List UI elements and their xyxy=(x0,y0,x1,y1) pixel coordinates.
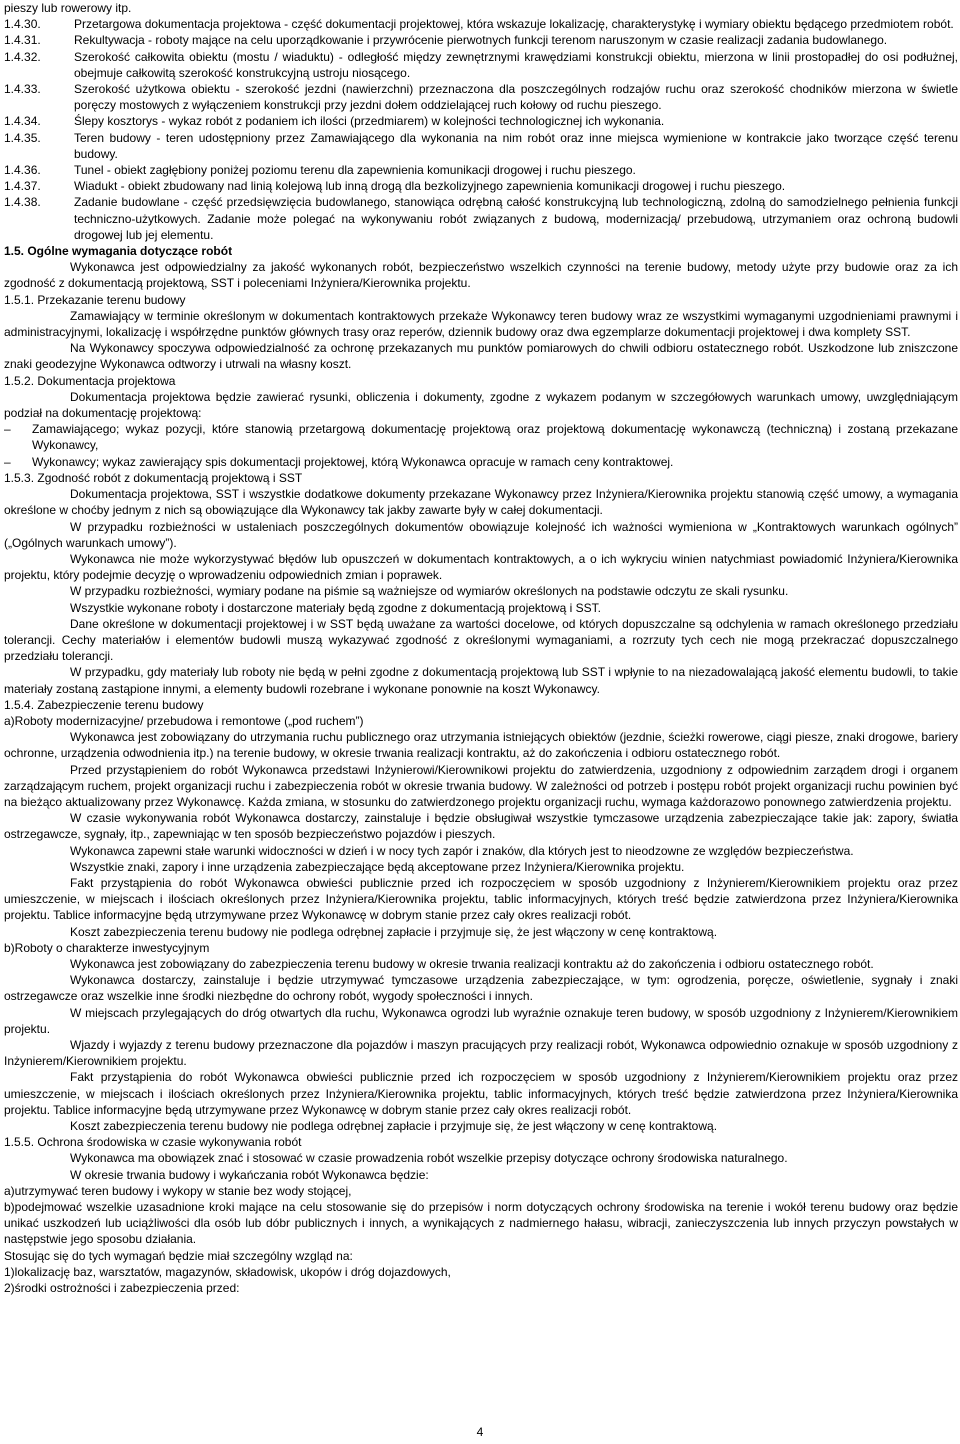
definition-text: Rekultywacja - roboty mające na celu uporządkowanie i przywrócenie pierwotnych funkcji terenom naruszonym w czasie realizacji zadania budowlanego. xyxy=(74,33,888,48)
definition-number: 1.4.35. xyxy=(4,130,41,145)
definition-item xyxy=(4,113,958,129)
definition-number: 1.4.32. xyxy=(4,49,41,64)
list-item-text: Wykonawcy; wykaz zawierający spis dokumentacji projektowej, którą Wykonawca opracuje w ramach ceny kontraktowej. xyxy=(32,454,674,469)
definition-text: Ślepy kosztorys - wykaz robót z podaniem ich ilości (przedmiarem) w kolejności technologicznej ich wykonania. xyxy=(74,114,665,129)
list-item-text: Zamawiającego; wykaz pozycji, które stanowią przetargową dokumentację projektową oraz projektową dokumentację wykonawczą (techniczną) i zostaną przekazane Wykonawcy, xyxy=(32,422,958,453)
paragraph: Dokumentacja projektowa będzie zawierać rysunki, obliczenia i dokumenty, zgodne z wykazem podanym w szczegółowych warunkach umowy, uwzględniającym podział na dokumentację projektową: xyxy=(4,389,958,421)
definition-item xyxy=(4,178,958,194)
paragraph: Przed przystąpieniem do robót Wykonawca przedstawi Inżynierowi/Kierownikowi projektu do zatwierdzenia, uzgodniony z odpowiednim zarządem drogi i organem zarządzającym ruchem, projekt organizacji ruchu i zabezpieczenia robót w okresie trwania budowy. W zależności od potrzeb i postępu robót projekt organizacji ruchu powinien być na bieżąco aktualizowany przez Wykonawcę. Każda zmiana, w stosunku do zatwierdzonego projektu organizacji ruchu, wymaga każdorazowo ponownego zatwierdzenia projektu. xyxy=(4,762,958,809)
list-marker: 2) xyxy=(4,1281,15,1296)
list-item-text: lokalizację baz, warsztatów, magazynów, składowisk, ukopów i dróg dojazdowych, xyxy=(14,1264,451,1279)
paragraph: Wykonawca nie może wykorzystywać błędów lub opuszczeń w dokumentach kontraktowych, a o ich wykryciu winien natychmiast powiadomić Inżyniera/Kierownika projektu, który podejmie decyzję o wprowadzeniu odpowiednich zmian i poprawek. xyxy=(4,551,958,583)
text-line: 1.5.4. Zabezpieczenie terenu budowy xyxy=(4,697,204,712)
labeled-list-item xyxy=(4,1264,958,1280)
definition-text: Tunel - obiekt zagłębiony poniżej poziomu terenu dla zapewnienia komunikacji drogowej i ruchu pieszego. xyxy=(74,163,636,178)
definition-item xyxy=(4,194,958,243)
paragraph: W czasie wykonywania robót Wykonawca dostarczy, zainstaluje i będzie obsługiwał wszystkie tymczasowe urządzenia zabezpieczające takie jak: zapory, światła ostrzegawcze, sygnały, itp., zapewniając w ten sposób bezpieczeństwo pojazdów i pieszych. xyxy=(4,811,958,842)
definition-text: Szerokość użytkowa obiektu - szerokość jezdni (nawierzchni) przeznaczona dla poszczególnych rodzajów ruchu oraz szerokość chodników mierzona w świetle poręczy mostowych z wyłączeniem konstrukcji przy jezdni dołem oddzielającej ruch kołowy od ruchu pieszego. xyxy=(74,82,958,113)
definition-number: 1.4.36. xyxy=(4,163,41,178)
list-item-text: utrzymywać teren budowy i wykopy w stanie bez wody stojącej, xyxy=(14,1183,352,1198)
paragraph: Wykonawca dostarczy, zainstaluje i będzie utrzymywać tymczasowe urządzenia zabezpieczające, w tym: ogrodzenia, poręcze, oświetlenie, sygnały i znaki ostrzegawcze oraz wszelkie inne środki niezbędne do ochrony robót, wygody społeczności i innych. xyxy=(4,973,958,1004)
paragraph: Fakt przystąpienia do robót Wykonawca obwieści publicznie przed ich rozpoczęciem w sposób uzgodniony z Inżynierem/Kierownikiem projektu oraz przez umieszczenie, w miejscach i ilościach określonych przez Inżyniera/Kierownika projektu, tablic informacyjnych, których treść będzie zatwierdzona przez Inżyniera/Kierownika projektu. Tablice informacyjne będą utrzymywane przez Wykonawcę w dobrym stanie przez cały okres realizacji robót. xyxy=(4,875,958,923)
labeled-list-item xyxy=(4,940,958,956)
list-marker: a) xyxy=(4,1183,15,1198)
dash-list-item xyxy=(4,454,958,470)
list-item-text: Roboty o charakterze inwestycyjnym xyxy=(14,940,210,955)
dash-list-item xyxy=(4,421,958,453)
definition-number: 1.4.34. xyxy=(4,114,41,129)
paragraph: Wykonawca jest zobowiązany do zabezpieczenia terenu budowy w okresie trwania realizacji kontraktu aż do zakończenia i odbioru ostatecznego robót. xyxy=(70,956,874,971)
text-line: 1.5.3. Zgodność robót z dokumentacją projektową i SST xyxy=(4,470,303,485)
text-line: 1.5.1. Przekazanie terenu budowy xyxy=(4,292,186,307)
paragraph: Wykonawca jest odpowiedzialny za jakość wykonanych robót, bezpieczeństwo wszelkich czynności na terenie budowy, metody użyte przy budowie oraz za ich zgodność z dokumentacją projektową, SST i poleceniami Inżyniera/Kierownika projektu. xyxy=(4,260,958,291)
paragraph: W okresie trwania budowy i wykańczania robót Wykonawca będzie: xyxy=(70,1167,429,1182)
paragraph: Wykonawca jest zobowiązany do utrzymania ruchu publicznego oraz utrzymania istniejących obiektów (jezdnie, ścieżki rowerowe, ciągi piesze, znaki drogowe, bariery ochronne, urządzenia odwodnienia itp.) na terenie budowy, w okresie trwania realizacji kontraktu, aż do zakończenia i odbioru ostatecznego robót. xyxy=(4,730,958,761)
text-line: 1.5.5. Ochrona środowiska w czasie wykonywania robót xyxy=(4,1135,302,1150)
paragraph: Na Wykonawcy spoczywa odpowiedzialność za ochronę przekazanych mu punktów pomiarowych do chwili odbioru ostatecznego robót. Uszkodzone lub zniszczone znaki geodezyjne Wykonawca odtworzy i utrwali na własny koszt. xyxy=(4,341,958,372)
definition-number: 1.4.33. xyxy=(4,82,41,97)
definition-text: Szerokość całkowita obiektu (mostu / wiaduktu) - odległość między zewnętrznymi krawędziami konstrukcji obiektu, mierzona w linii prostopadłej do osi podłużnej, obejmuje całkowitą szerokość konstrukcyjną ustroju niosącego. xyxy=(74,49,958,80)
definition-text: Teren budowy - teren udostępniony przez Zamawiającego dla wykonania na nim robót oraz inne miejsca wymienione w kontrakcie jako tworzące część terenu budowy. xyxy=(74,130,958,161)
labeled-list-item xyxy=(4,713,958,729)
definition-item xyxy=(4,81,958,113)
page-number: 4 xyxy=(476,1425,484,1439)
definition-item xyxy=(4,130,958,162)
paragraph: W przypadku rozbieżności, wymiary podane na piśmie są ważniejsze od wymiarów określonych na podstawie odczytu ze skali rysunku. xyxy=(70,584,789,599)
labeled-list-item xyxy=(4,1280,958,1296)
paragraph: Wszystkie wykonane roboty i dostarczone materiały będą zgodne z dokumentacją projektową i SST. xyxy=(70,600,601,615)
list-item-text: środki ostrożności i zabezpieczenia przed: xyxy=(14,1281,240,1296)
definition-number: 1.4.30. xyxy=(4,17,41,32)
definition-item xyxy=(4,16,958,32)
paragraph: W miejscach przylegających do dróg otwartych dla ruchu, Wykonawca ogrodzi lub wyraźnie oznakuje teren budowy, w sposób uzgodniony z Inżynierem/Kierownikiem projektu. xyxy=(4,1005,958,1036)
definition-item xyxy=(4,49,958,81)
list-marker: – xyxy=(4,454,11,469)
paragraph: Koszt zabezpieczenia terenu budowy nie podlega odrębnej zapłacie i przyjmuje się, że jest włączony w cenę kontraktową. xyxy=(70,924,718,939)
definition-text: Wiadukt - obiekt zbudowany nad linią kolejową lub inną drogą dla bezkolizyjnego zapewnienia komunikacji drogowej i ruchu pieszego. xyxy=(74,179,786,194)
paragraph: Wjazdy i wyjazdy z terenu budowy przeznaczone dla pojazdów i maszyn pracujących przy realizacji robót, Wykonawca odpowiednio oznakuje w sposób uzgodniony z Inżynierem/Kierownikiem projektu. xyxy=(4,1038,958,1069)
definition-text: Przetargowa dokumentacja projektowa - część dokumentacji projektowej, która wskazuje lokalizację, charakterystykę i wymiary obiektu będącego przedmiotem robót. xyxy=(74,17,954,32)
definition-number: 1.4.38. xyxy=(4,195,41,210)
paragraph: Dokumentacja projektowa, SST i wszystkie dodatkowe dokumenty przekazane Wykonawcy przez Inżyniera/Kierownika projektu stanowią część umowy, a wymagania określone w choćby jednym z nich są obowiązujące dla Wykonawcy tak jakby zawarte były w całej dokumentacji. xyxy=(4,487,958,518)
section-heading: 1.5. Ogólne wymagania dotyczące robót xyxy=(4,244,233,259)
text-line: Stosując się do tych wymagań będzie miał szczególny wzgląd na: xyxy=(4,1248,353,1263)
definition-number: 1.4.37. xyxy=(4,179,41,194)
labeled-list-item xyxy=(4,1183,958,1199)
list-marker: a) xyxy=(4,713,15,728)
list-marker: 1) xyxy=(4,1264,15,1279)
list-item-text: Roboty modernizacyjne/ przebudowa i remontowe („pod ruchem”) xyxy=(14,713,364,728)
paragraph: Fakt przystąpienia do robót Wykonawca obwieści publicznie przed ich rozpoczęciem w sposób uzgodniony z Inżynierem/Kierownikiem projektu oraz przez umieszczenie, w miejscach i ilościach określonych przez Inżyniera/Kierownika projektu, tablic informacyjnych, których treść będzie zatwierdzona przez Inżyniera/Kierownika projektu. Tablice informacyjne będą utrzymywane przez Wykonawcę w dobrym stanie przez cały okres realizacji robót. xyxy=(4,1070,958,1117)
labeled-list-item xyxy=(4,1199,958,1248)
list-item-text: podejmować wszelkie uzasadnione kroki mające na celu stosowanie się do przepisów i norm dotyczących ochrony środowiska na terenie i wokół terenu budowy oraz będzie unikać uszkodzeń lub uciążliwości dla osób lub dóbr publicznych i innych, a wynikających z nadmiernego hałasu, wibracji, zanieczyszczenia lub innych przyczyn powstałych w następstwie jego sposobu działania. xyxy=(4,1200,958,1247)
paragraph: Wykonawca zapewni stałe warunki widoczności w dzień i w nocy tych zapór i znaków, dla których jest to nieodzowne ze względów bezpieczeństwa. xyxy=(70,843,854,858)
list-marker: b) xyxy=(4,1200,15,1215)
paragraph: W przypadku rozbieżności w ustaleniach poszczególnych dokumentów obowiązuje kolejność ich ważności wymieniona w „Kontraktowych warunkach ogólnych” („Ogólnych warunkach umowy”). xyxy=(4,519,958,550)
definition-item xyxy=(4,162,958,178)
paragraph: Dane określone w dokumentacji projektowej i w SST będą uważane za wartości docelowe, od których dopuszczalne są odchylenia w ramach określonego przedziału tolerancji. Cechy materiałów i elementów budowli muszą wykazywać zgodność z określonymi wymaganiami, a rozrzuty tych cech nie mogą przekraczać dopuszczalnego przedziału tolerancji. xyxy=(4,616,958,664)
text-line: pieszy lub rowerowy itp. xyxy=(4,1,132,15)
list-marker: b) xyxy=(4,940,15,955)
paragraph: W przypadku, gdy materiały lub roboty nie będą w pełni zgodne z dokumentacją projektową lub SST i wpłynie to na niezadowalającą jakość elementu budowli, to takie materiały zostaną zastąpione innymi, a elementy budowli rozebrane i wykonane ponownie na koszt Wykonawcy. xyxy=(4,665,958,696)
paragraph: Wykonawca ma obowiązek znać i stosować w czasie prowadzenia robót wszelkie przepisy dotyczące ochrony środowiska naturalnego. xyxy=(70,1151,788,1166)
definition-number: 1.4.31. xyxy=(4,33,41,48)
document-page xyxy=(4,0,958,1296)
paragraph: Wszystkie znaki, zapory i inne urządzenia zabezpieczające będą akceptowane przez Inżyniera/Kierownika projektu. xyxy=(70,859,685,874)
text-line: 1.5.2. Dokumentacja projektowa xyxy=(4,373,176,388)
paragraph: Zamawiający w terminie określonym w dokumentach kontraktowych przekaże Wykonawcy teren budowy wraz ze wszystkimi wymaganymi uzgodnieniami prawnymi i administracyjnymi, lokalizację i współrzędne punktów głównych trasy oraz reperów, dziennik budowy oraz dwa egzemplarze dokumentacji projektowej i dwa komplety SST. xyxy=(4,308,958,340)
definition-item xyxy=(4,32,958,48)
definition-text: Zadanie budowlane - część przedsięwzięcia budowlanego, stanowiąca odrębną całość konstrukcyjną lub technologiczną, zdolną do samodzielnego pełnienia funkcji techniczno-użytkowych. Zadanie może polegać na wykonywaniu robót związanych z budową, modernizacją/ przebudową, utrzymaniem oraz ochroną budowli drogowej lub jej elementu. xyxy=(74,195,958,242)
list-marker: – xyxy=(4,422,11,437)
paragraph: Koszt zabezpieczenia terenu budowy nie podlega odrębnej zapłacie i przyjmuje się, że jest włączony w cenę kontraktową. xyxy=(70,1119,718,1134)
